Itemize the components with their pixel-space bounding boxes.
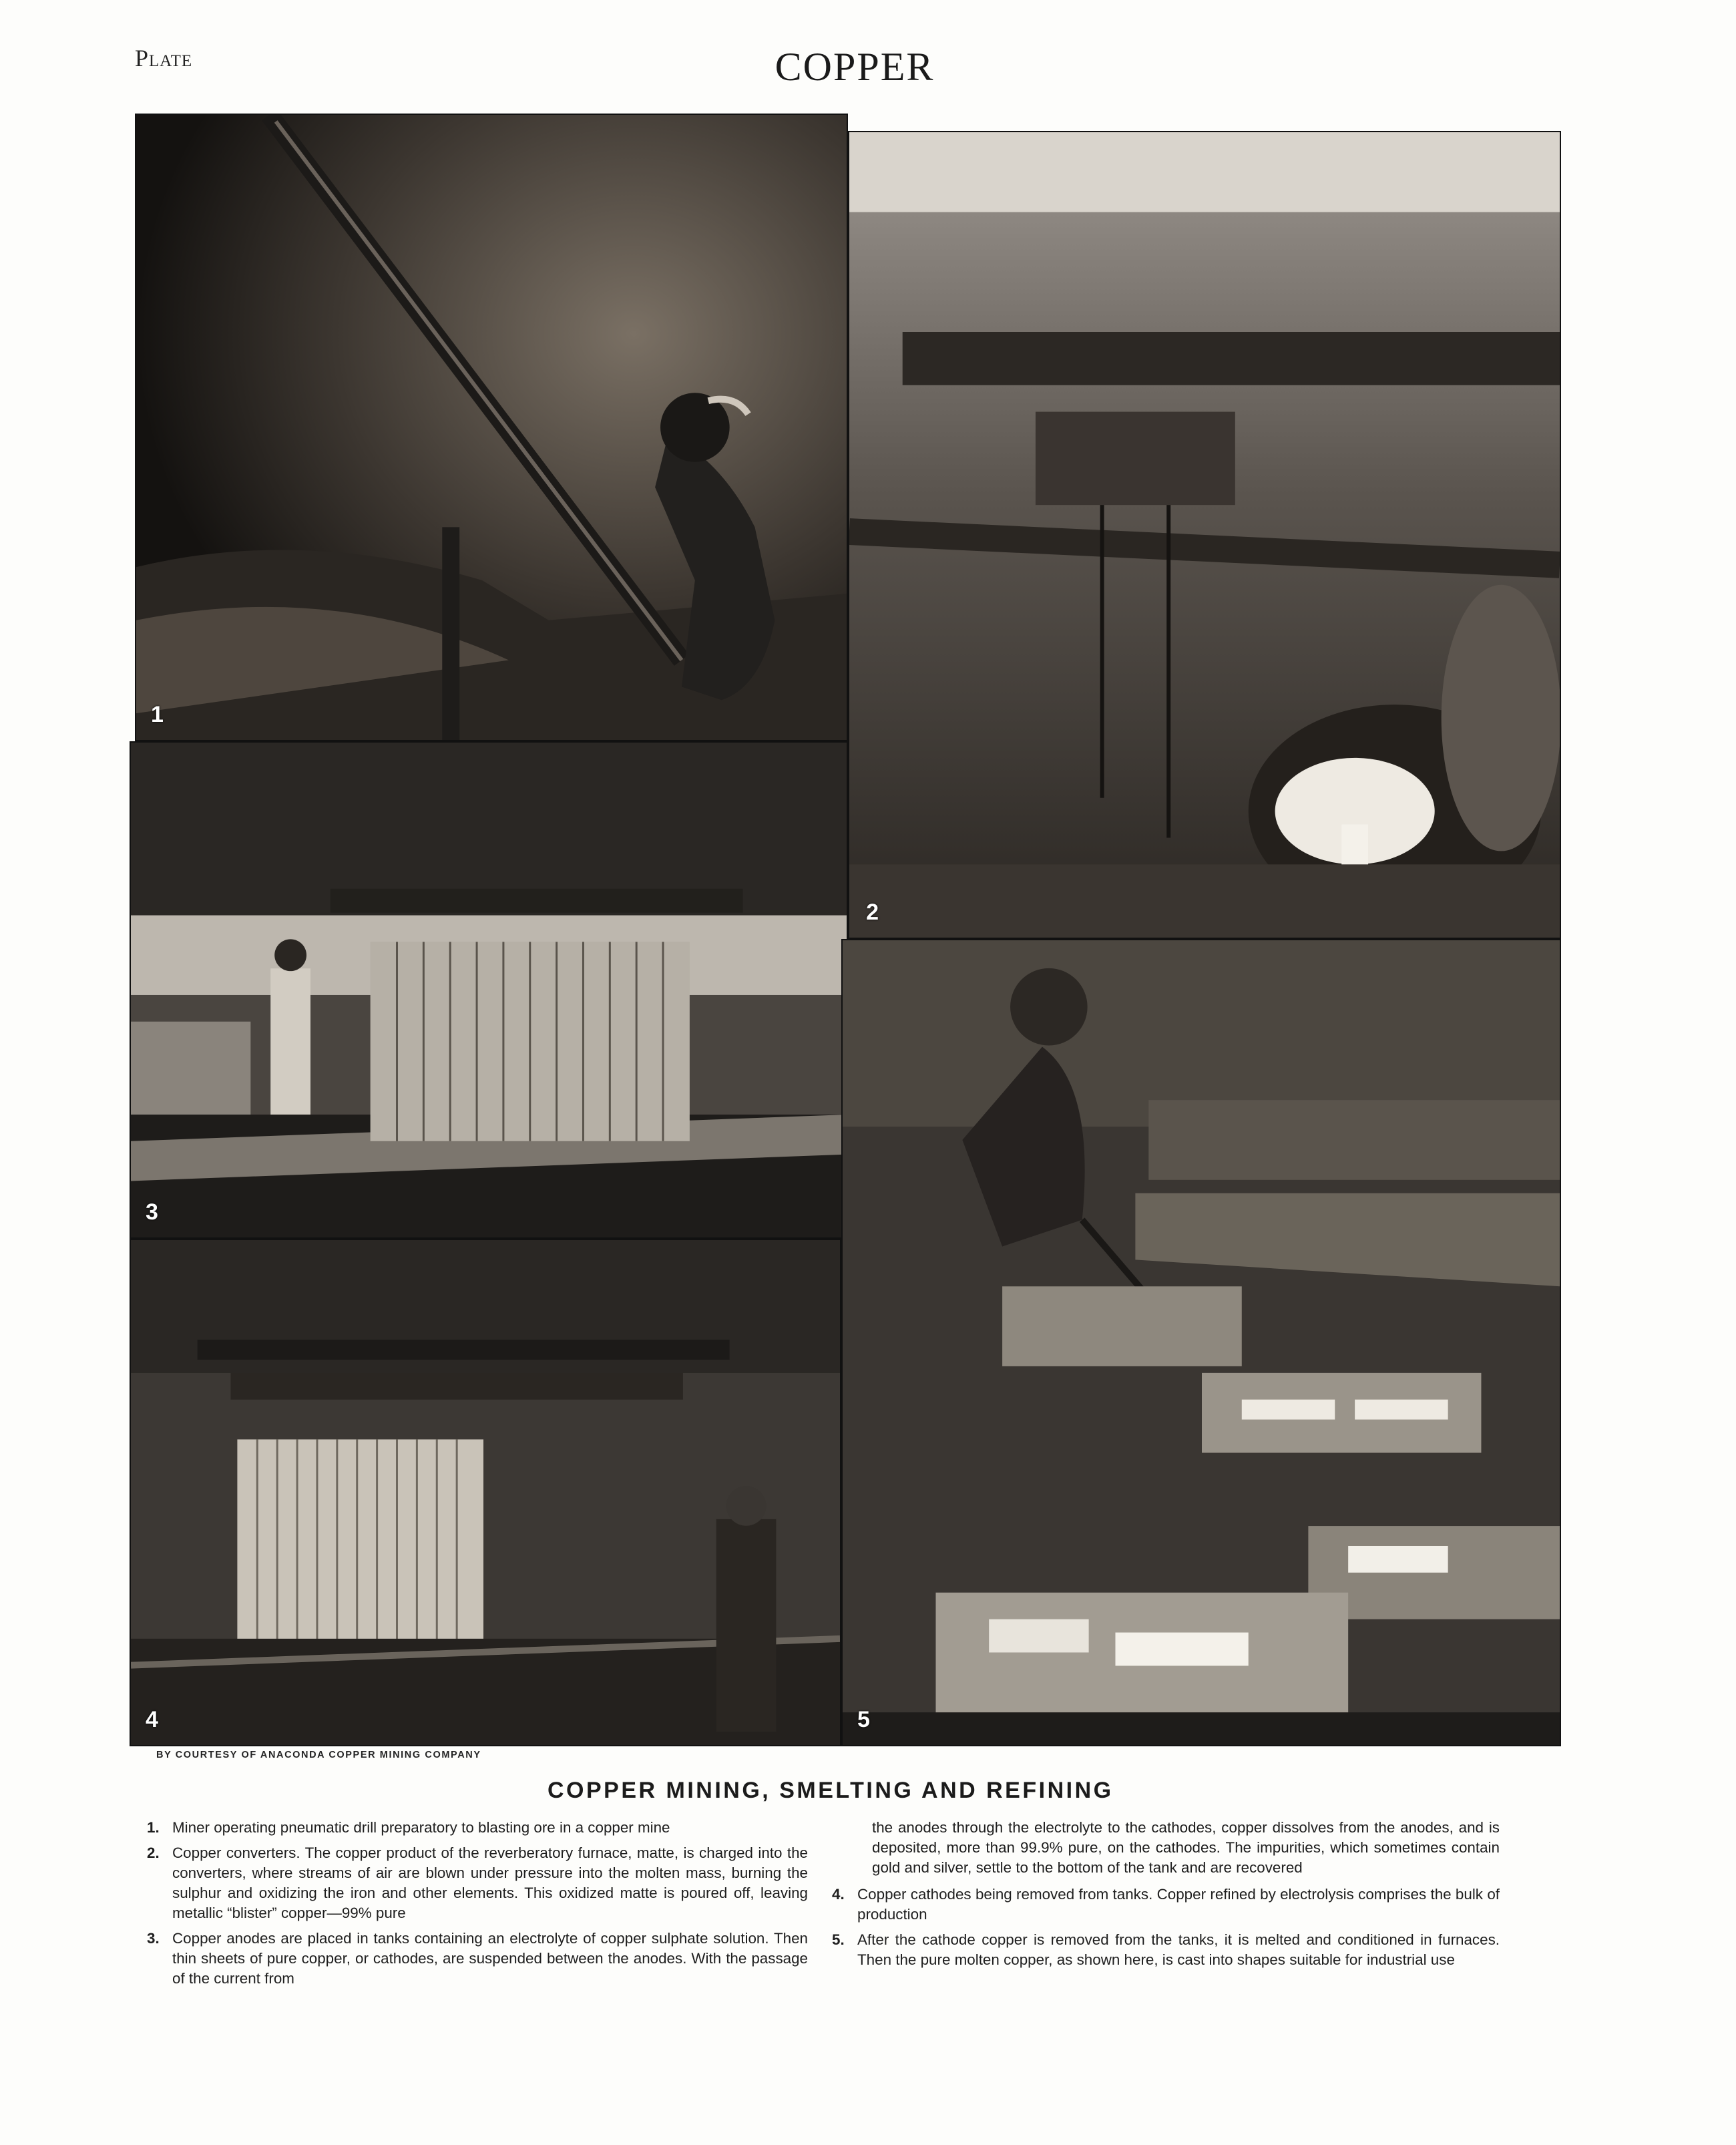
caption-item-text: Copper anodes are placed in tanks containing an electrolyte of copper sulphate solution. Then thin sheets of pure copper, or cathodes, are suspended between the anodes. With the passage of the current from [172,1930,808,1987]
photo-number: 3 [146,1199,158,1225]
caption-item-text: After the cathode copper is removed from the tanks, it is melted and conditioned in furnaces. Then the pure molten copper, as shown here, is cast into shapes suitable for industrial use [857,1931,1500,1968]
caption-item-text: Copper converters. The copper product of the reverberatory furnace, matte, is charged into the converters, where streams of air are blown under pressure into the molten mass, burning the sulphur and oxidizing the iron and other elements. This oxidized matte is poured off, leaving metallic “blister” copper—99% pure [172,1844,808,1921]
photo-miner-drilling [135,114,848,741]
caption-title: COPPER MINING, SMELTING AND REFINING [548,1778,1114,1803]
photo-number: 4 [146,1707,158,1732]
photo-cathodes-removed [130,1239,841,1746]
caption-item-number: 2. [147,1844,160,1861]
caption-item-number: 4. [832,1886,845,1903]
photo-number: 1 [151,702,164,727]
caption-item-number: 3. [147,1930,160,1947]
caption-item [147,1818,808,1838]
photo-number: 2 [866,900,879,925]
page-title: COPPER [775,45,935,89]
plate-label: Plate [135,45,193,71]
caption-item-continuation: the anodes through the electrolyte to the cathodes, copper dissolves from the anodes, and is deposited, more than 99.9% pure, on the cathodes. The impurities, which sometimes contain gold and silver, settle to the bottom of the tank and are recovered [872,1819,1500,1876]
photo-copper-converters-image [849,132,1560,938]
caption-item-number: 5. [832,1931,845,1948]
caption-item [147,1929,808,1989]
caption-column-right [832,1818,1500,1975]
photo-copper-converters [848,131,1561,939]
photo-anodes-placed [130,741,848,1239]
photo-credit: BY COURTESY OF ANACONDA COPPER MINING COMPANY [156,1750,481,1760]
photo-anodes-placed-image [131,743,847,1237]
photo-number: 5 [857,1707,870,1732]
caption-item-text: Miner operating pneumatic drill preparatory to blasting ore in a copper mine [172,1819,670,1836]
caption-item-text: Copper cathodes being removed from tanks. Copper refined by electrolysis comprises the bulk of production [857,1886,1500,1923]
caption-column-left [147,1818,808,1994]
photo-miner-drilling-image [136,115,847,740]
caption-item-number: 1. [147,1819,160,1836]
photo-cathodes-removed-image [131,1240,840,1745]
caption-item [147,1843,808,1923]
caption-item [832,1930,1500,1970]
photo-casting-copper [841,939,1561,1746]
photo-casting-copper-image [843,940,1560,1745]
caption-item [832,1885,1500,1925]
